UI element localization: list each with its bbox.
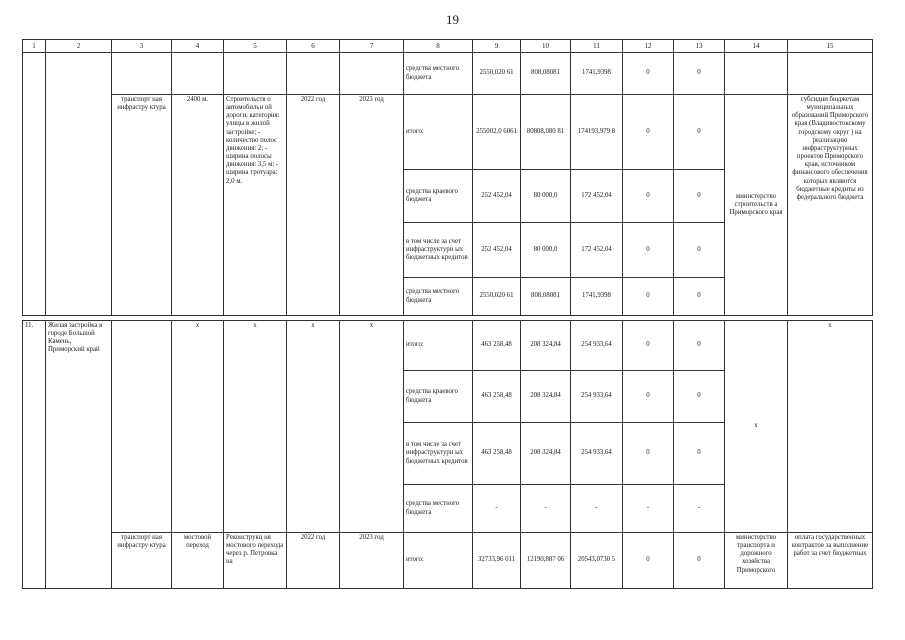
table-row: [23, 321, 873, 371]
funding-purpose: х: [788, 321, 873, 533]
funding-source: средства краевого бюджета: [404, 371, 473, 423]
table-row: [23, 533, 873, 589]
value-col12: -: [623, 485, 674, 533]
value-2024: -: [571, 485, 623, 533]
value-col13: 0: [674, 423, 725, 485]
column-number: 15: [788, 40, 873, 53]
funding-source: итого:: [404, 95, 473, 170]
start-year: 2022 год: [287, 95, 340, 316]
value-col12: 0: [623, 170, 674, 223]
responsible-authority: х: [725, 321, 788, 533]
funding-source: средства краевого бюджета: [404, 170, 473, 223]
value-col12: 0: [623, 278, 674, 316]
column-number: 7: [340, 40, 404, 53]
table-row: [23, 95, 873, 170]
value-2024: 172 452,04: [571, 223, 623, 278]
value-col13: 0: [674, 278, 725, 316]
object-description: х: [224, 321, 287, 533]
object-capacity: мостовой переход: [172, 533, 224, 589]
column-number: 5: [224, 40, 287, 53]
row-number: 11.: [23, 321, 46, 589]
value-2022: 463 258,48: [473, 423, 521, 485]
value-2024: 254 933,64: [571, 321, 623, 371]
value-col13: 0: [674, 170, 725, 223]
value-col13: 0: [674, 53, 725, 95]
value-col13: 0: [674, 321, 725, 371]
value-2022: 252 452,04: [473, 223, 521, 278]
cell-empty: [112, 53, 172, 95]
cell-empty: [23, 53, 46, 316]
end-year: 2023 год: [340, 533, 404, 589]
column-number: 10: [521, 40, 571, 53]
value-2023: 12190,887 06: [521, 533, 571, 589]
cell-empty: [172, 53, 224, 95]
funding-source: в том числе за счет инфраструктурн ых бюджетных кредитов: [404, 423, 473, 485]
value-col13: 0: [674, 533, 725, 589]
column-number: 9: [473, 40, 521, 53]
column-number: 8: [404, 40, 473, 53]
value-2022: 2550,020 61: [473, 278, 521, 316]
object-description: Реконструкц ия мостового перехода через р. Петровка на: [224, 533, 287, 589]
value-2023: 208 324,84: [521, 423, 571, 485]
object-type: транспорт ная инфрастру ктура: [112, 95, 172, 316]
funding-source: в том числе за счет инфраструктурн ых бюджетных кредитов: [404, 223, 473, 278]
column-number: 11: [571, 40, 623, 53]
column-number: 6: [287, 40, 340, 53]
value-2023: 808,08081: [521, 278, 571, 316]
column-number-row: [23, 40, 873, 53]
value-2024: 20543,0730 5: [571, 533, 623, 589]
object-capacity: х: [172, 321, 224, 533]
value-col13: -: [674, 485, 725, 533]
value-2024: 1741,9398: [571, 53, 623, 95]
value-col12: 0: [623, 53, 674, 95]
cell-empty: [112, 321, 172, 533]
value-col12: 0: [623, 371, 674, 423]
column-number: 14: [725, 40, 788, 53]
cell-empty: [725, 53, 788, 95]
value-2023: 208 324,84: [521, 321, 571, 371]
column-number: 1: [23, 40, 46, 53]
funding-source: средства местного бюджета: [404, 53, 473, 95]
funding-source: средства местного бюджета: [404, 485, 473, 533]
value-2023: 208 324,84: [521, 371, 571, 423]
value-col12: 0: [623, 223, 674, 278]
value-col12: 0: [623, 423, 674, 485]
cell-empty: [46, 53, 112, 316]
value-2024: 172 452,04: [571, 170, 623, 223]
value-2022: 32733,96 011: [473, 533, 521, 589]
value-2023: 80 000,0: [521, 223, 571, 278]
value-2024: 174193,979 8: [571, 95, 623, 170]
object-description: Строительств о автомобильн ой дороги, категория: улицы в жилой застройке; - количество полос движения: 2; - ширина полосы движения: 3,5 м; - ширина тротуара: 2,0 м.: [224, 95, 287, 316]
responsible-authority: министерство транспорта и дорожного хозяйства Приморского: [725, 533, 788, 589]
value-col12: 0: [623, 533, 674, 589]
value-2024: 254 933,64: [571, 371, 623, 423]
value-col12: 0: [623, 95, 674, 170]
column-number: 12: [623, 40, 674, 53]
value-2023: 808,08081: [521, 53, 571, 95]
cell-empty: [287, 53, 340, 95]
value-2022: 463 258,48: [473, 371, 521, 423]
value-2024: 254 933,64: [571, 423, 623, 485]
funding-purpose: оплата государственных контрактов за выполнение работ за счет бюджетных: [788, 533, 873, 589]
value-col13: 0: [674, 95, 725, 170]
value-2022: -: [473, 485, 521, 533]
start-year: х: [287, 321, 340, 533]
value-2024: 1741,9398: [571, 278, 623, 316]
table-row: [23, 53, 873, 95]
funding-source: итого:: [404, 533, 473, 589]
cell-empty: [224, 53, 287, 95]
column-number: 3: [112, 40, 172, 53]
value-2023: -: [521, 485, 571, 533]
start-year: 2022 год: [287, 533, 340, 589]
funding-purpose: субсидии бюджетам муниципальных образований Приморского края (Владивостокскому городскому округ ) на реализацию инфраструктурных проектов Приморского края, источником финансового обеспечения которых являются бюджетные кредиты из федерального бюджета: [788, 95, 873, 316]
end-year: 2023 год: [340, 95, 404, 316]
page-number: 19: [446, 12, 459, 27]
object-capacity: 2400 м.: [172, 95, 224, 316]
value-2022: 252 452,04: [473, 170, 521, 223]
value-2023: 80 000,0: [521, 170, 571, 223]
end-year: х: [340, 321, 404, 533]
cell-empty: [788, 53, 873, 95]
value-2023: 80808,080 81: [521, 95, 571, 170]
funding-source: итого:: [404, 321, 473, 371]
value-col13: 0: [674, 223, 725, 278]
project-name: Жилая застройка в городе Большой Камень, Приморский край: [46, 321, 112, 589]
value-2022: 2550,020 61: [473, 53, 521, 95]
responsible-authority: министерство строительств а Приморского края: [725, 95, 788, 316]
value-col12: 0: [623, 321, 674, 371]
column-number: 4: [172, 40, 224, 53]
cell-empty: [340, 53, 404, 95]
funding-source: средства местного бюджета: [404, 278, 473, 316]
column-number: 2: [46, 40, 112, 53]
value-2022: 463 258,48: [473, 321, 521, 371]
column-number: 13: [674, 40, 725, 53]
value-col13: 0: [674, 371, 725, 423]
budget-table: [22, 39, 873, 316]
budget-table-item-11: [22, 320, 873, 589]
value-2022: 255002,0 6061: [473, 95, 521, 170]
object-type: транспорт ная инфрастру ктура: [112, 533, 172, 589]
